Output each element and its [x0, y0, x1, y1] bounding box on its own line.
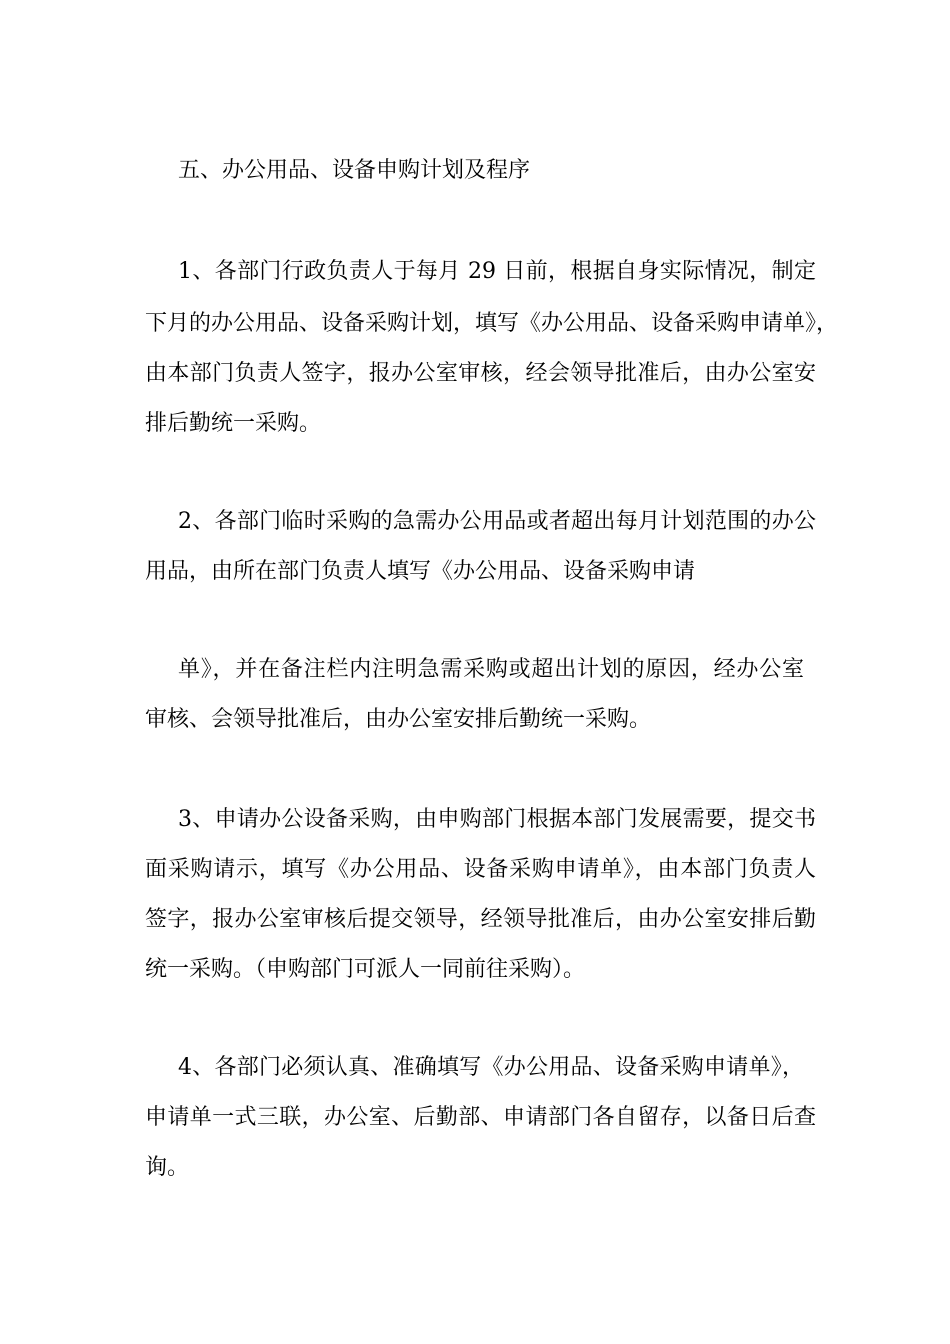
section-heading: 五、办公用品、设备申购计划及程序 — [178, 158, 531, 183]
paragraph-3-line-2: 审核、会领导批准后，由办公室安排后勤统一采购。 — [145, 707, 652, 732]
paragraph-1-line-2: 下月的办公用品、设备采购计划，填写《办公用品、设备采购申请单》， — [145, 311, 839, 336]
paragraph-5-line-3: 询。 — [145, 1155, 190, 1180]
paragraph-4-line-3: 签字，报办公室审核后提交领导，经领导批准后，由办公室安排后勤 — [145, 907, 816, 932]
paragraph-2-line-1: 2、各部门临时采购的急需办公用品或者超出每月计划范围的办公 — [178, 509, 816, 534]
paragraph-4-line-4: 统一采购。（申购部门可派人一同前往采购）。 — [145, 957, 586, 982]
paragraph-2-line-2: 用品，由所在部门负责人填写《办公用品、设备采购申请 — [145, 559, 696, 584]
paragraph-1-line-1: 1、各部门行政负责人于每月 29 日前，根据自身实际情况，制定 — [178, 259, 816, 284]
paragraph-5-line-2: 申请单一式三联，办公室、后勤部、申请部门各自留存，以备日后查 — [145, 1105, 816, 1130]
paragraph-1-line-3: 由本部门负责人签字，报办公室审核，经会领导批准后，由办公室安 — [145, 361, 816, 386]
paragraph-4-line-2: 面采购请示，填写《办公用品、设备采购申请单》，由本部门负责人 — [145, 857, 816, 882]
paragraph-1-line-4: 排后勤统一采购。 — [145, 411, 322, 436]
paragraph-4-line-1: 3、申请办公设备采购，由申购部门根据本部门发展需要，提交书 — [178, 807, 816, 832]
paragraph-3-line-1: 单》，并在备注栏内注明急需采购或超出计划的原因，经办公室 — [178, 657, 804, 682]
paragraph-5-line-1: 4、各部门必须认真、准确填写《办公用品、设备采购申请单》， — [178, 1055, 804, 1080]
